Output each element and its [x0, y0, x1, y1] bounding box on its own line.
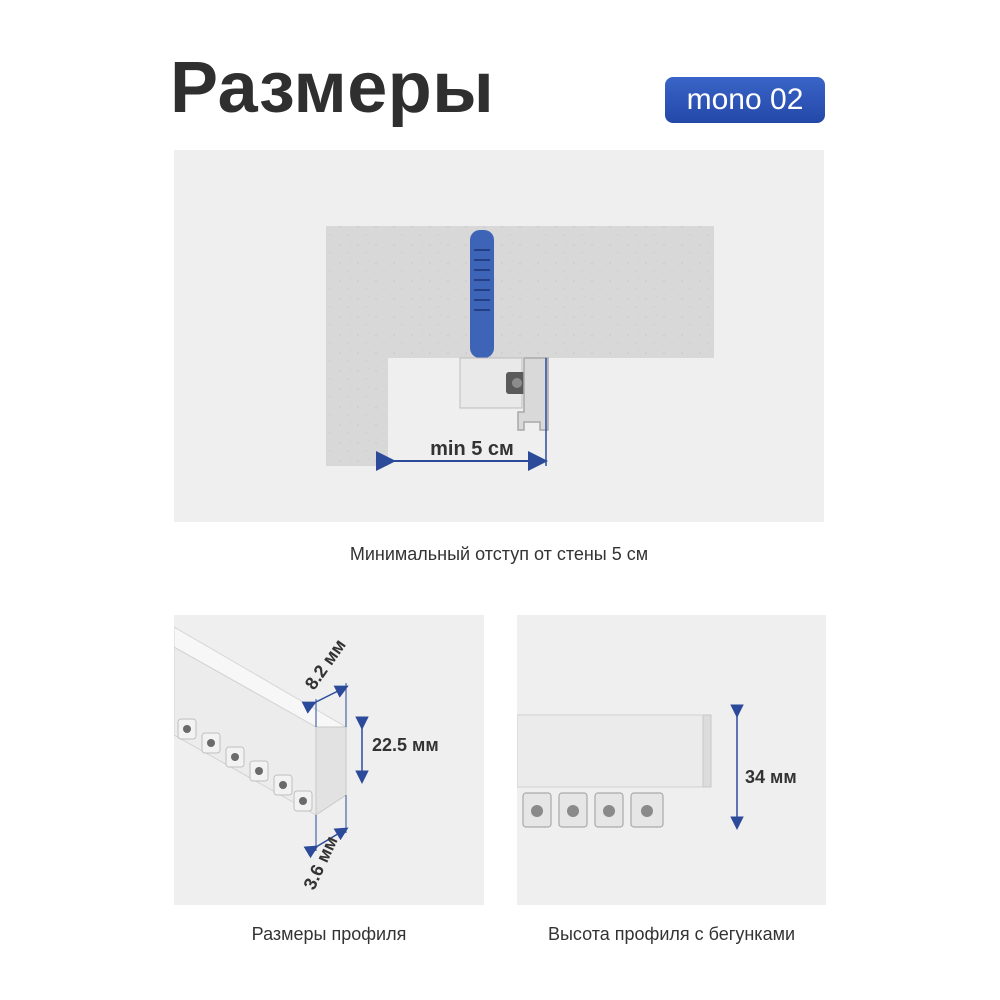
page-title: Размеры: [170, 48, 495, 128]
height-with-runners-label: 34 мм: [745, 767, 797, 787]
bottom-width-label: 3.6 мм: [299, 832, 342, 893]
model-badge: mono 02: [665, 77, 825, 123]
wall-offset-figure: [174, 150, 824, 522]
profile-dimensions-figure: [174, 615, 484, 905]
height-label: 22.5 мм: [372, 735, 439, 755]
profile-height-figure: [517, 615, 826, 905]
profile-body: [517, 715, 703, 787]
profile-dimensions-caption: Размеры профиля: [251, 924, 407, 944]
profile-end-face: [316, 727, 346, 815]
wall-block: [326, 358, 388, 466]
wall-offset-drawing: [174, 150, 824, 522]
top-width-label: 8.2 мм: [300, 635, 350, 694]
wall-offset-caption: Минимальный отступ от стены 5 см: [349, 544, 649, 564]
offset-dimension-label: min 5 см: [430, 438, 514, 460]
profile-height-caption: Высота профиля с бегунками: [547, 924, 796, 944]
profile-dimensions-drawing: [174, 615, 484, 905]
profile-height-drawing: [517, 615, 826, 905]
ceiling-slab: [326, 226, 714, 358]
